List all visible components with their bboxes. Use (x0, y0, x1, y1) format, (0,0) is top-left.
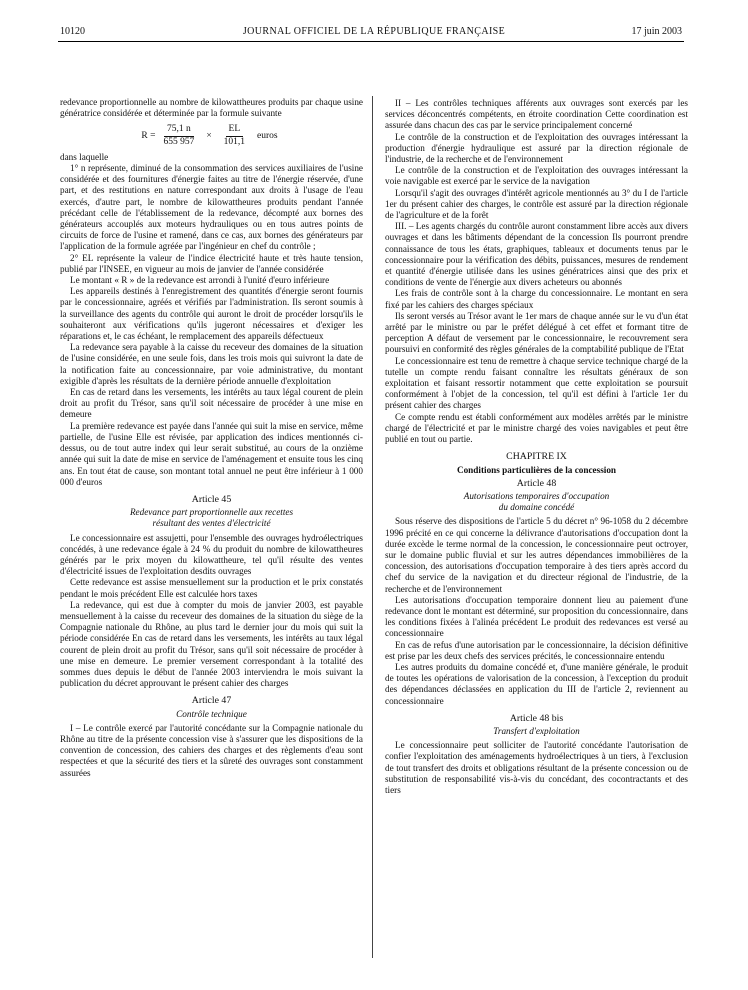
paragraph: 1° n représente, diminué de la consommation des services auxiliaires de l'usine considérée et des fournitures d'énergie faites au titre de l'énergie réservée, d'une part, et des restitutions en nature correspondant aux droits à l'usage de l'eau exercés, d'autre part, le nombre de kilowattheures produits pendant l'année précédant celle de l'établissement de la redevance, décompté aux bornes des générateurs accouplés aux moteurs hydrauliques ou en tous autres points de circuits de force de l'usine et ramené, dans ce cas, aux bornes des générateurs par l'application de la formule agréée par l'ingénieur en chef du contrôle ; (60, 163, 363, 252)
article-subtitle: du domaine concédé (498, 502, 575, 513)
paragraph: redevance proportionnelle au nombre de kilowattheures produits par chaque usine génératrice considérée et déterminée par la formule suivante (60, 97, 363, 119)
paragraph: 2° EL représente la valeur de l'indice électricité haute et très haute tension, publié par l'INSEE, en vigueur au mois de janvier de l'année considérée (60, 252, 363, 274)
paragraph: Le concessionnaire peut solliciter de l'autorité concédante l'autorisation de confier l'exploitation des aménagements hydroélectriques à un tiers, à l'exclusion de tout transfert des droits et obligations résultant de la présente concession ou de substitution de responsabilité vis-à-vis du concédant, des cocontractants et des tiers (385, 740, 688, 795)
paragraph: Les frais de contrôle sont à la charge du concessionnaire. Le montant en sera fixé par les cahiers des charges spéciaux (385, 288, 688, 310)
formula-lhs: R = (141, 130, 156, 141)
paragraph: Sous réserve des dispositions de l'article 5 du décret n° 96-1058 du 2 décembre 1996 précité en ce qui concerne la délivrance d'autorisations d'occupation dont la durée excède le terme normal de la concession, le concessionnaire peut octroyer, sur le domaine public fluvial et sur les autres dépendances immobilières de la concession, des autorisations d'occupation temporaire à des tiers après accord du chef du service de la navigation et du directeur régional de l'industrie, de la recherche et de l'environnement (385, 516, 688, 594)
paragraph: La redevance, qui est due à compter du mois de janvier 2003, est payable mensuellement à la caisse du receveur des domaines de la situation du siège de la Compagnie nationale du Rhône, au plus tard le dernier jour du mois qui suit la période considérée En cas de retard dans les versements, les intérêts au taux légal courent de plein droit au profit du Trésor, sans qu'il soit nécessaire de procéder à une mise en demeure. Le premier versement correspondant à la totalité des sommes dues depuis le début de l'année 2003 interviendra le mois suivant la publication du décret approuvant le présent cahier des charges (60, 599, 363, 689)
publication-date: 17 juin 2003 (631, 26, 682, 37)
fraction-el (221, 124, 248, 147)
fraction-denominator: 101,1 (223, 136, 246, 147)
paragraph: Ce compte rendu est établi conformément aux modèles arrêtés par le ministre chargé de l'électricité et par le ministre chargé des voies navigables et peut être publié en tout ou partie. (385, 411, 688, 445)
paragraph: Le contrôle de la construction et de l'exploitation des ouvrages intéressant la production d'énergie hydraulique est assuré par la direction régionale de l'industrie, de la recherche et de l'environnement (385, 131, 688, 165)
left-column (60, 97, 363, 779)
paragraph: II – Les contrôles techniques afférents aux ouvrages sont exercés par les services déconcentrés compétents, en étroite coordination Cette coordination est assurée dans chacun des cas par le service principalement concerné (385, 98, 688, 131)
article-subtitle: Transfert d'exploitation (493, 725, 580, 736)
paragraph: La première redevance est payée dans l'année qui suit la mise en service, même partielle, de l'usine Elle est révisée, par application des indices mentionnés ci-dessus, ou de tout autre index qui leur serait substitué, au cours de la onzième année qui suit la date de mise en service de l'aménagement et ensuite tous les cinq ans. En tout état de cause, son montant total annuel ne peut être inférieur à 1 000 000 d'euros (60, 420, 363, 487)
redevance-formula (60, 124, 363, 147)
article-subtitle: Contrôle technique (176, 708, 247, 719)
journal-title: JOURNAL OFFICIEL DE LA RÉPUBLIQUE FRANÇAISE (242, 26, 506, 37)
paragraph: Les appareils destinés à l'enregistrement des quantités d'énergie seront fournis par le concessionnaire, agréés et vérifiés par l'administration. Ils seront soumis à la surveillance des agents du contrôle qui auront le droit de procéder lorsqu'ils le souhaiteront aux vérifications qu'ils jugeront nécessaires et d'exiger les réparations et, le cas échéant, le remplacement des appareils défectueux (60, 286, 363, 342)
times-sign: × (206, 130, 212, 141)
article-subtitle: Redevance part proportionnelle aux recettes (129, 507, 294, 518)
article-heading: Article 48 (516, 477, 557, 489)
column-divider (372, 96, 373, 958)
fraction-numerator: EL (226, 124, 244, 136)
header-rule (58, 41, 684, 42)
paragraph: Le montant « R » de la redevance est arrondi à l'unité d'euro inférieure (70, 275, 330, 286)
fraction-numerator: 75,1 n (164, 124, 194, 136)
formula-unit: euros (257, 130, 278, 141)
paragraph: La redevance sera payable à la caisse du receveur des domaines de la situation de l'usine considérée, en une seule fois, dans les trois mois qui suivront la date de la notification faite au concessionnaire, par voie administrative, du montant exigible d'après les résultats de la dernière période annuelle d'exploitation (60, 342, 363, 386)
article-heading: Article 48 bis (509, 712, 564, 724)
paragraph: Le contrôle de la construction et de l'exploitation des ouvrages intéressant la voie navigable est exercé par le service de la navigation (385, 165, 688, 187)
right-column (385, 98, 688, 796)
fraction-denominator: 655 957 (163, 136, 195, 147)
chapter-heading: CHAPITRE IX (506, 451, 567, 463)
article-heading: Article 45 (191, 493, 232, 505)
paragraph: III. – Les agents chargés du contrôle auront constamment libre accès aux divers ouvrages et dans les bâtiments dépendant de la concession Ils pourront prendre connaissance de tous les états, graphiques, tableaux et documents tenus par le concessionnaire pour la vérification des débits, puissances, mesures de rendement et quantité d'énergie utilisée dans les usines génératrices ainsi que des prix et conditions de vente de l'énergie aux divers acheteurs ou abonnés (385, 221, 688, 288)
paragraph: dans laquelle (60, 151, 109, 162)
chapter-subtitle: Conditions particulières de la concession (456, 464, 617, 475)
paragraph: En cas de refus d'une autorisation par le concessionnaire, la décision définitive est prise par les deux chefs des services précités, le concessionnaire entendu (385, 639, 688, 661)
paragraph: Le concessionnaire est tenu de remettre à chaque service technique chargé de la tutelle un compte rendu faisant connaître les résultats généraux de son exploitation et faisant ressortir notamment que cette exploitation se poursuit conformément à l'objet de la concession, tel qu'il est défini à l'article 1er du présent cahier des charges (385, 355, 688, 411)
paragraph: Les autorisations d'occupation temporaire donnent lieu au paiement d'une redevance dont le montant est déterminé, sur proposition du concessionnaire, dans les conditions fixées à l'alinéa précédent Le produit des redevances est versé au concessionnaire (385, 594, 688, 639)
page-number: 10120 (60, 26, 85, 37)
article-subtitle: résultant des ventes d'électricité (152, 518, 271, 529)
article-heading: Article 47 (191, 695, 232, 707)
paragraph: Ils seront versés au Trésor avant le 1er mars de chaque année sur le vu d'un état arrêté par le ministre ou par le préfet délégué à cet effet et formant titre de perception A défaut de versement par le concessionnaire, le recouvrement sera poursuivi en conformité des règles générales de la comptabilité publique de l'Etat (385, 310, 688, 355)
paragraph: I – Le contrôle exercé par l'autorité concédante sur la Compagnie nationale du Rhône au titre de la présente concession vise à s'assurer que les dispositions de la convention de concession, des cahiers des charges et des règlements d'eau sont respectées et que la sécurité des tiers et la sûreté des ouvrages sont constamment assurées (60, 722, 363, 778)
paragraph: Le concessionnaire est assujetti, pour l'ensemble des ouvrages hydroélectriques concédés, à une redevance égale à 24 % du produit du nombre de kilowattheures générés par le prix moyen du kilowattheure, tel qu'il résulte des ventes d'électricité issues de l'exploitation desdits ouvrages (60, 532, 363, 577)
paragraph: Lorsqu'il s'agit des ouvrages d'intérêt agricole mentionnés au 3° du I de l'article 1er du présent cahier des charges, le contrôle est assuré par la direction régionale de l'agriculture et de la forêt (385, 187, 688, 221)
paragraph: En cas de retard dans les versements, les intérêts au taux légal courent de plein droit au profit du Trésor, sans qu'il soit nécessaire de procéder à une mise en demeure (60, 387, 363, 420)
fraction-n (160, 124, 197, 147)
article-subtitle: Autorisations temporaires d'occupation (463, 490, 610, 501)
paragraph: Les autres produits du domaine concédé et, d'une manière générale, le produit de toutes les opérations de valorisation de la concession, à l'exception du produit des dépendances déclassées en application du III de l'article 2, reviennent au concessionnaire (385, 661, 688, 706)
paragraph: Cette redevance est assise mensuellement sur la production et le prix constatés pendant le mois précédent Elle est calculée hors taxes (60, 577, 363, 599)
